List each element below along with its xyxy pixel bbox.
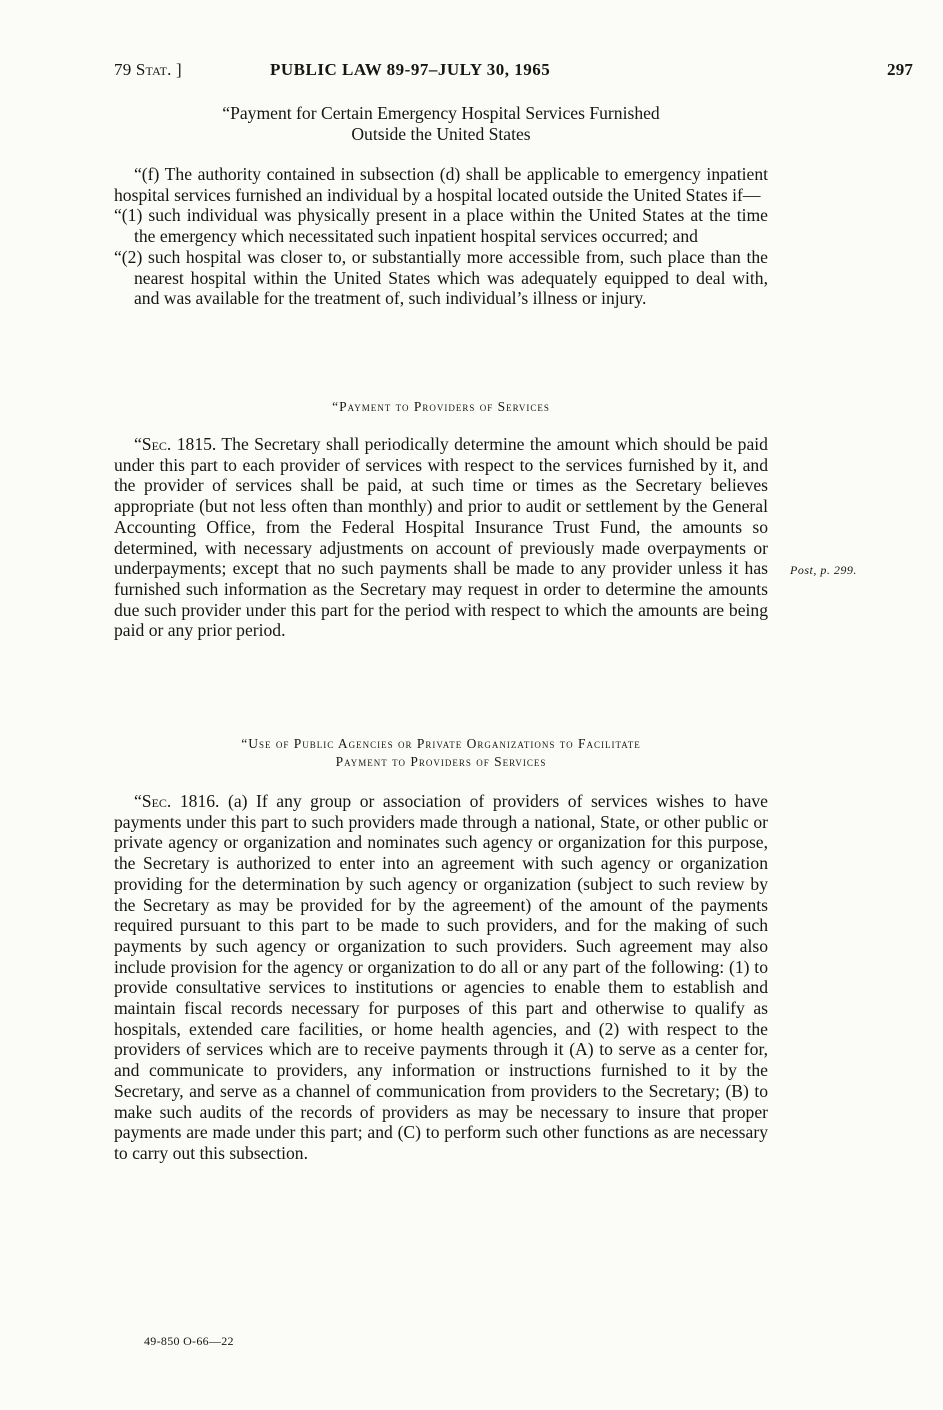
header-volume: 79 Stat. ]: [114, 60, 182, 79]
section-1815-paragraph: [114, 434, 768, 641]
footer-print-code: 49-850 O-66—22: [144, 1334, 234, 1348]
section-title-line2: Outside the United States: [351, 124, 531, 144]
subsection-f-item2: “(2) such hospital was closer to, or substantially more accessible from, such place than the nearest hospital within the United States which was adequately equipped to deal with, and was available for the treatment of, such individual’s illness or injury.: [114, 246, 768, 309]
section-title: [114, 103, 768, 145]
section-1815-label: “Sec. 1815.: [134, 434, 217, 454]
section-1816-paragraph: [114, 791, 768, 1164]
section-1815-text: The Secretary shall periodically determine the amount which should be paid under this part to each provider of services with respect to the services furnished by it, and the provider of services shall be paid, at such time or times as the Secretary believes appropriate (but not less often than monthly) and prior to audit or settlement by the General Accounting Office, from the Federal Hospital Insurance Trust Fund, the amounts so determined, with necessary adjustments on account of previously made overpayments or underpayments; except that no such payments shall be made to any provider unless it has furnished such information as the Secretary may request in order to determine the amounts due such provider under this part for the period with respect to which the amounts are being paid or any prior period.: [114, 434, 768, 641]
section-1816-label: “Sec. 1816.: [134, 791, 220, 811]
subsection-f-intro: “(f) The authority contained in subsection (d) shall be applicable to emergency inpatient hospital services furnished an individual by a hospital located outside the United States if—: [114, 164, 768, 205]
subsection-f-item1: “(1) such individual was physically present in a place within the United States at the time the emergency which necessitated such inpatient hospital services occurred; and: [114, 205, 768, 247]
section-1816: [114, 791, 768, 1164]
heading-1815-wrap: [114, 398, 768, 416]
header-page-number: 297: [887, 60, 914, 79]
heading-1816-line2: Payment to Providers of Services: [335, 754, 547, 769]
subsection-f: [114, 164, 768, 309]
heading-1816: [114, 735, 768, 771]
heading-1816-line1: “Use of Public Agencies or Private Organizations to Facilitate: [241, 736, 641, 751]
section-1815: [114, 434, 768, 641]
section-1816-text: (a) If any group or association of providers of services wishes to have payments under this part to such providers made through a national, State, or other public or private agency or organization and nominates such agency or organization for this purpose, the Secretary is authorized to enter into an agreement with such agency or organization providing for the determination by such agency or organization (subject to such review by the Secretary as may be provided for by the agreement) of the amount of the payments required pursuant to this part to be made to such providers, and for the making of such payments by such agency or organization to such providers. Such agreement may also include provision for the agency or organization to do all or any part of the following: (1) to provide consultative services to institutions or agencies to enable them to establish and maintain fiscal records necessary for purposes of this part and otherwise to qualify as hospitals, extended care facilities, or home health agencies, and (2) with respect to the providers of services which are to receive payments through it (A) to serve as a center for, and communicate to providers, any information or instructions furnished to it by the Secretary, and serve as a channel of communication from providers to the Secretary; (B) to make such audits of the records of providers as may be necessary to insure that proper payments are made under this part; and (C) to perform such other functions as are necessary to carry out this subsection.: [114, 791, 768, 1163]
margin-note: Post, p. 299.: [790, 563, 857, 577]
section-title-line1: “Payment for Certain Emergency Hospital Services Furnished: [222, 103, 660, 123]
heading-1815: “Payment to Providers of Services: [332, 399, 550, 414]
header-title: PUBLIC LAW 89-97–JULY 30, 1965: [270, 60, 551, 79]
